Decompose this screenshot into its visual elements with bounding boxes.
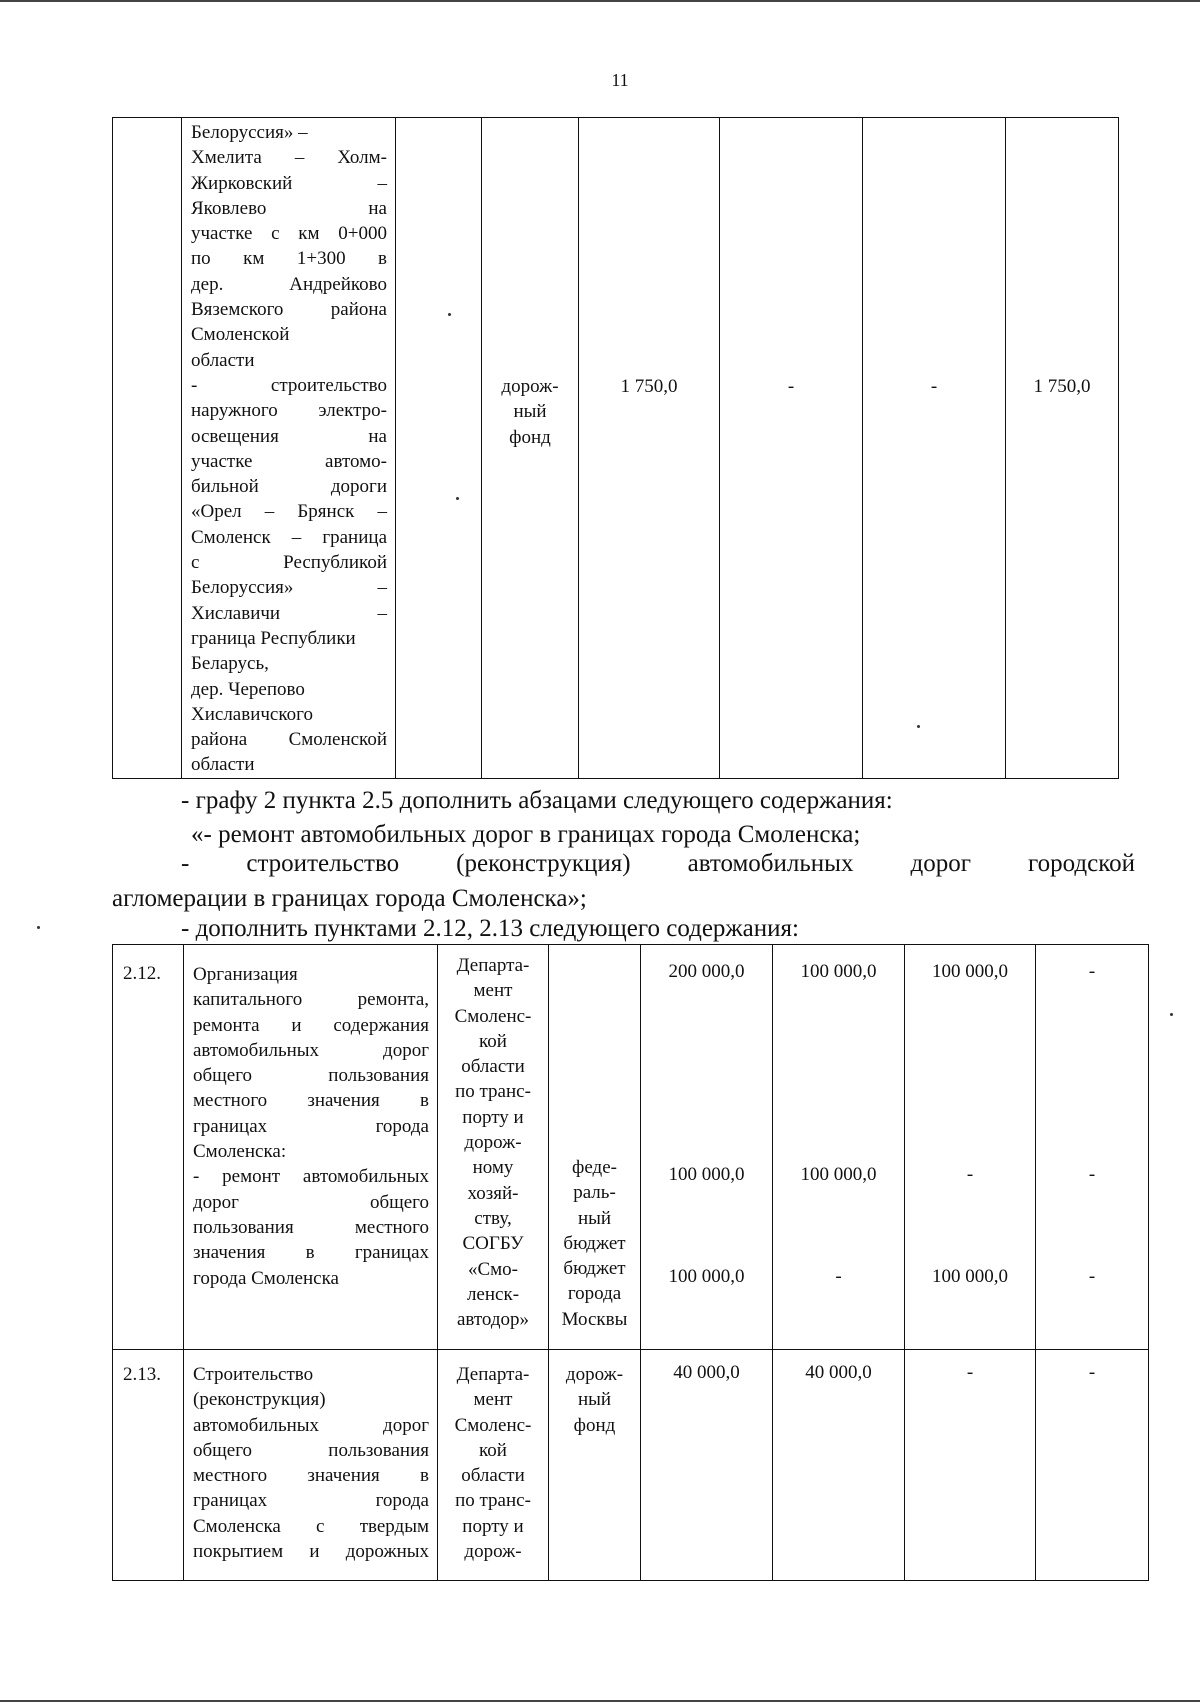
text-line: города bbox=[567, 1283, 622, 1305]
text-line: фонд bbox=[509, 426, 551, 448]
text-line: местного значения в bbox=[193, 1090, 429, 1112]
source-text bbox=[549, 1350, 640, 1438]
scan-edge-top bbox=[0, 0, 1200, 2]
text-line: дорож- bbox=[464, 1132, 522, 1154]
text-line: ству, bbox=[474, 1207, 512, 1229]
year3-value: - bbox=[1088, 1362, 1096, 1383]
text-line: Хмелита – Холм- bbox=[191, 147, 387, 169]
text-line: Смоленск – граница bbox=[191, 526, 387, 548]
text-line: Строительство bbox=[193, 1364, 314, 1385]
paragraph-3-word: дорог bbox=[910, 850, 971, 877]
text-line: общего пользования bbox=[193, 1439, 429, 1461]
cell-source bbox=[549, 945, 641, 1350]
table-row bbox=[113, 118, 1119, 779]
total-value: 1 750,0 bbox=[620, 376, 678, 397]
scan-speck bbox=[37, 926, 40, 929]
text-line: Смоленска с твердым bbox=[193, 1515, 429, 1537]
text-line: порту и bbox=[462, 1515, 524, 1537]
cell-number bbox=[113, 1350, 184, 1581]
text-line: Белоруссия» – bbox=[191, 577, 387, 599]
source-text bbox=[482, 118, 578, 450]
text-line: пользования местного bbox=[193, 1216, 429, 1238]
cell-year1 bbox=[773, 1350, 905, 1581]
paragraph-4: агломерации в границах города Смоленска»; bbox=[112, 885, 587, 912]
table-row-2-12 bbox=[113, 945, 1149, 1350]
cell-year1 bbox=[773, 945, 905, 1350]
text-line: границах города bbox=[193, 1490, 429, 1512]
year3-value: - bbox=[1088, 1164, 1096, 1186]
text-line: общего пользования bbox=[193, 1065, 429, 1087]
year2-value: - bbox=[966, 1362, 974, 1383]
text-line: кой bbox=[479, 1030, 507, 1052]
text-line: ный bbox=[577, 1207, 612, 1229]
row-number: 2.12. bbox=[123, 963, 161, 984]
text-line: Белоруссия» – bbox=[191, 122, 308, 143]
year1-value: 100 000,0 bbox=[800, 961, 877, 982]
paragraph-3-word: городской bbox=[1028, 850, 1135, 877]
year3-value: - bbox=[1088, 961, 1096, 982]
text-line: дорож- bbox=[501, 376, 559, 397]
text-line: с Республикой bbox=[191, 552, 387, 574]
text-line: участке с км 0+000 bbox=[191, 223, 387, 245]
executor-text bbox=[438, 945, 548, 1332]
text-line: местного значения в bbox=[193, 1465, 429, 1487]
scan-speck bbox=[456, 497, 459, 500]
year1-value: - bbox=[835, 1265, 842, 1287]
total-value: 100 000,0 bbox=[668, 1265, 745, 1287]
text-line: Беларусь, bbox=[191, 653, 269, 675]
scan-edge-bottom bbox=[0, 1700, 1200, 1702]
text-line: по км 1+300 в bbox=[191, 248, 387, 270]
cell-description bbox=[184, 945, 438, 1350]
text-line: дорож- bbox=[464, 1541, 522, 1563]
text-line: области bbox=[191, 349, 255, 371]
paragraph-1: - графу 2 пункта 2.5 дополнить абзацами следующего содержания: bbox=[181, 787, 893, 814]
text-line: Хиславичского bbox=[191, 703, 313, 725]
text-line: Смоленской bbox=[191, 324, 290, 346]
text-line: кой bbox=[479, 1439, 507, 1461]
total-value: 200 000,0 bbox=[668, 961, 745, 982]
year2-value: - bbox=[930, 376, 938, 397]
text-line: освещения на bbox=[191, 425, 387, 447]
total-value: 40 000,0 bbox=[673, 1362, 740, 1383]
cell-year3 bbox=[1036, 945, 1149, 1350]
cell-year3 bbox=[1006, 118, 1119, 779]
year2-value: 100 000,0 bbox=[932, 961, 1008, 982]
year1-value: 100 000,0 bbox=[800, 1164, 877, 1186]
text-line: автомобильных дорог bbox=[193, 1039, 429, 1061]
text-line: Вяземского района bbox=[191, 299, 387, 321]
text-line: Департа- bbox=[456, 1364, 530, 1385]
text-line: - ремонт автомобильных bbox=[193, 1166, 429, 1188]
text-line: автодор» bbox=[456, 1309, 530, 1331]
text-line: «Орел – Брянск – bbox=[191, 501, 387, 523]
text-line: (реконструкция) bbox=[193, 1389, 326, 1411]
text-line: области bbox=[461, 1465, 525, 1487]
text-line: области bbox=[191, 754, 255, 776]
cell-total bbox=[579, 118, 720, 779]
cell-number bbox=[113, 118, 182, 779]
text-line: Хиславичи – bbox=[191, 602, 387, 624]
text-line: покрытием и дорожных bbox=[193, 1541, 429, 1563]
year3-value: 1 750,0 bbox=[1033, 376, 1091, 397]
text-line: граница Республики bbox=[191, 627, 356, 649]
cell-executor bbox=[396, 118, 482, 779]
year1-value: 40 000,0 bbox=[805, 1362, 872, 1383]
text-line: дер. Андрейково bbox=[191, 273, 387, 295]
cell-source bbox=[482, 118, 579, 779]
points-table bbox=[112, 944, 1149, 1350]
text-line: города Смоленска bbox=[193, 1267, 339, 1289]
text-line: ремонта и содержания bbox=[193, 1014, 429, 1036]
text-line: феде- bbox=[572, 1157, 617, 1178]
text-line: Смоленс- bbox=[454, 1414, 532, 1436]
year2-value: - bbox=[966, 1164, 974, 1186]
text-line: района Смоленской bbox=[191, 729, 387, 751]
cell-year2 bbox=[905, 1350, 1036, 1581]
text-line: границах города bbox=[193, 1115, 429, 1137]
description-text bbox=[184, 1350, 437, 1564]
text-line: по транс- bbox=[455, 1490, 531, 1512]
cell-executor bbox=[438, 945, 549, 1350]
text-line: автомобильных дорог bbox=[193, 1414, 429, 1436]
cell-number bbox=[113, 945, 184, 1350]
text-line: мент bbox=[473, 1389, 513, 1411]
row-number: 2.13. bbox=[123, 1364, 161, 1385]
page-number: 11 bbox=[611, 70, 629, 90]
text-line: капитального ремонта, bbox=[193, 989, 429, 1011]
text-line: Организация bbox=[193, 964, 298, 985]
cell-year2 bbox=[905, 945, 1036, 1350]
text-line: Яковлево на bbox=[191, 197, 387, 219]
cell-source bbox=[549, 1350, 641, 1581]
paragraph-5: - дополнить пунктами 2.12, 2.13 следующего содержания: bbox=[181, 915, 799, 942]
text-line: фонд bbox=[573, 1414, 616, 1436]
text-line: дорог общего bbox=[193, 1191, 429, 1213]
text-line: дер. Черепово bbox=[191, 678, 305, 700]
scan-speck bbox=[917, 725, 920, 728]
year1-value: - bbox=[787, 376, 795, 397]
text-line: Смоленска: bbox=[193, 1141, 287, 1163]
text-line: ный bbox=[577, 1389, 612, 1411]
cell-year1 bbox=[720, 118, 863, 779]
text-line: Департа- bbox=[456, 955, 530, 976]
text-line: Смоленс- bbox=[454, 1005, 532, 1027]
table-row-2-13 bbox=[113, 1350, 1149, 1581]
text-line: «Смо- bbox=[467, 1258, 519, 1280]
scan-speck bbox=[448, 313, 451, 316]
cell-executor bbox=[438, 1350, 549, 1581]
year2-value: 100 000,0 bbox=[932, 1265, 1008, 1287]
text-line: по транс- bbox=[455, 1081, 531, 1103]
text-line: - строительство bbox=[191, 374, 387, 396]
paragraph-3-word: - bbox=[181, 850, 190, 877]
description-text bbox=[182, 118, 395, 778]
year3-value: - bbox=[1088, 1265, 1096, 1287]
paragraph-3-word: автомобильных bbox=[687, 850, 854, 877]
text-line: значения в границах bbox=[193, 1242, 429, 1264]
text-line: ленск- bbox=[466, 1283, 520, 1305]
text-line: ный bbox=[513, 401, 547, 423]
text-line: мент bbox=[473, 980, 513, 1002]
text-line: раль- bbox=[573, 1182, 616, 1204]
text-line: бюджет bbox=[563, 1232, 626, 1254]
description-text bbox=[184, 945, 437, 1291]
source-text bbox=[549, 945, 640, 1332]
executor-text bbox=[438, 1350, 548, 1564]
text-line: наружного электро- bbox=[191, 400, 387, 422]
paragraph-2: «- ремонт автомобильных дорог в границах города Смоленска; bbox=[191, 821, 861, 848]
cell-total bbox=[641, 1350, 773, 1581]
text-line: дорож- bbox=[565, 1364, 624, 1385]
text-line: ному bbox=[472, 1157, 514, 1179]
text-line: бильной дороги bbox=[191, 476, 387, 498]
cell-description bbox=[182, 118, 396, 779]
cell-year3 bbox=[1036, 1350, 1149, 1581]
paragraph-3 bbox=[181, 850, 1135, 878]
text-line: бюджет bbox=[563, 1258, 626, 1280]
text-line: участке автомо- bbox=[191, 450, 387, 472]
text-line: СОГБУ bbox=[462, 1233, 524, 1255]
total-value: 100 000,0 bbox=[668, 1164, 745, 1186]
points-table-2-13 bbox=[112, 1349, 1149, 1581]
cell-year2 bbox=[863, 118, 1006, 779]
text-line: Москвы bbox=[561, 1308, 628, 1330]
text-line: хозяй- bbox=[467, 1182, 519, 1204]
paragraph-3-word: (реконструкция) bbox=[456, 850, 631, 877]
text-line: области bbox=[461, 1056, 525, 1078]
cell-total bbox=[641, 945, 773, 1350]
text-line: порту и bbox=[462, 1106, 524, 1128]
scan-speck bbox=[1170, 1013, 1173, 1016]
paragraph-3-word: строительство bbox=[246, 850, 400, 877]
text-line: Жирковский – bbox=[191, 172, 387, 194]
continuation-table bbox=[112, 117, 1119, 779]
cell-description bbox=[184, 1350, 438, 1581]
